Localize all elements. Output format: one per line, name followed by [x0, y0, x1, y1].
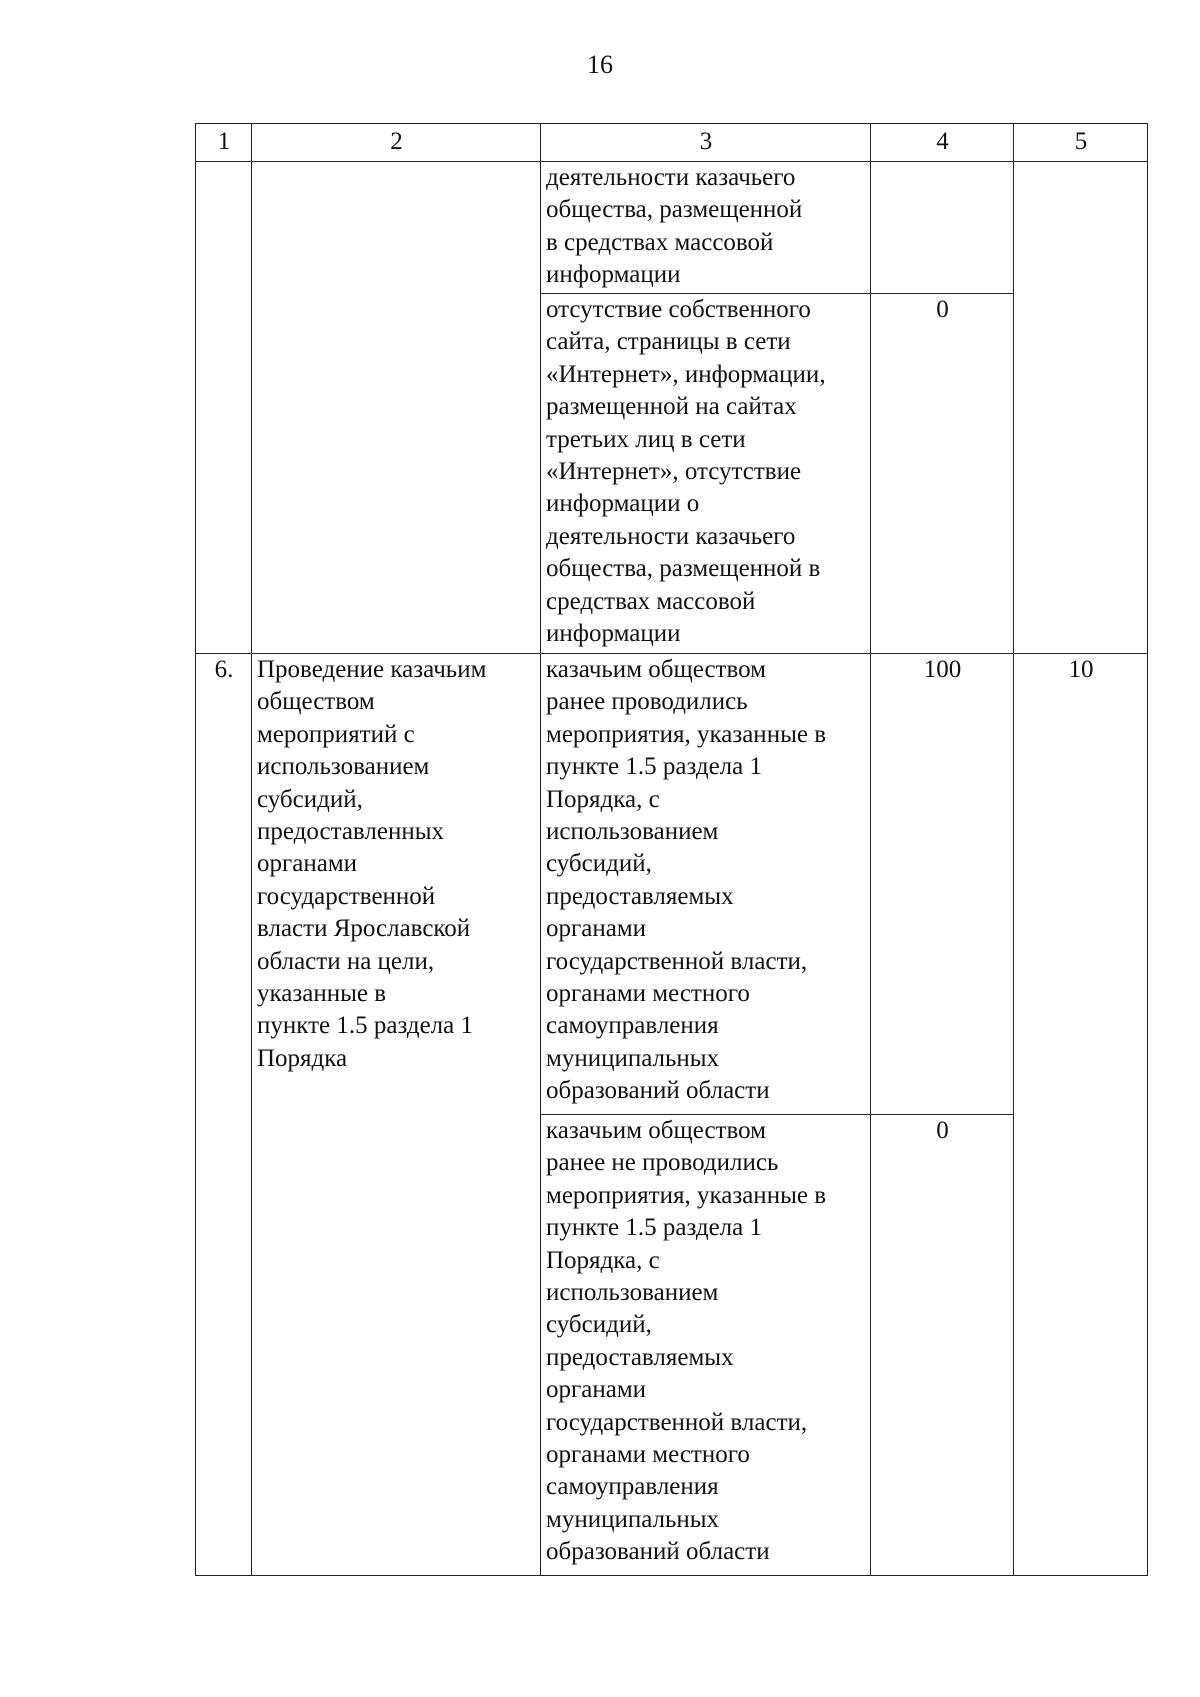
- option-line: общества, размещенной в: [546, 555, 821, 583]
- option-line: органами местного: [546, 980, 750, 1008]
- option-line: ранее не проводились: [546, 1149, 779, 1177]
- option-line: деятельности казачьего: [546, 164, 796, 191]
- option-line: в средствах массовой: [546, 228, 774, 256]
- weight-cell: [1014, 162, 1148, 654]
- criterion-line: государственной: [257, 882, 436, 910]
- option-line: казачьим обществом: [546, 1117, 766, 1144]
- option-line: размещенной на сайтах: [546, 393, 797, 421]
- option-line: субсидий,: [546, 850, 652, 878]
- option-line: средствах массовой: [546, 587, 756, 615]
- option-line: использованием: [546, 1279, 719, 1307]
- score-cell: 0: [871, 1115, 1014, 1576]
- criterion-line: области на цели,: [257, 947, 435, 975]
- option-line: Порядка, с: [546, 1246, 660, 1274]
- table-row: [196, 654, 1148, 1115]
- criterion-cell: [252, 162, 541, 654]
- score-cell: 0: [871, 294, 1014, 654]
- criterion-line: Проведение казачьим: [257, 656, 487, 683]
- header-col-3: 3: [541, 124, 871, 162]
- option-line: общества, размещенной: [546, 196, 803, 224]
- option-line: казачьим обществом: [546, 656, 766, 683]
- criterion-line: указанные в: [257, 980, 387, 1008]
- table-header-row: [196, 124, 1148, 162]
- option-line: самоуправления: [546, 1473, 719, 1501]
- header-col-5: 5: [1014, 124, 1148, 162]
- option-line: предоставляемых: [546, 882, 734, 910]
- criterion-line: власти Ярославской: [257, 915, 471, 943]
- criterion-line: использованием: [257, 753, 430, 781]
- option-line: образований области: [546, 1077, 770, 1105]
- option-line: информации: [546, 620, 681, 648]
- weight-cell: 10: [1014, 654, 1148, 1576]
- option-line: ранее проводились: [546, 688, 748, 716]
- score-cell: 100: [871, 654, 1014, 1115]
- header-col-1: 1: [196, 124, 252, 162]
- option-line: информации: [546, 261, 681, 289]
- option-line: органами местного: [546, 1441, 750, 1469]
- criterion-line: Порядка: [257, 1044, 348, 1072]
- item-number-cell: 6.: [196, 654, 252, 1576]
- option-line: государственной власти,: [546, 947, 808, 975]
- criterion-line: пункте 1.5 раздела 1: [257, 1012, 474, 1040]
- header-col-2: 2: [252, 124, 541, 162]
- option-line: Порядка, с: [546, 785, 660, 813]
- option-line: самоуправления: [546, 1012, 719, 1040]
- table-row: [196, 162, 1148, 294]
- option-line: использованием: [546, 818, 719, 846]
- page-number: 16: [587, 50, 613, 79]
- option-line: муниципальных: [546, 1044, 720, 1072]
- option-line: предоставляемых: [546, 1343, 734, 1371]
- option-line: образований области: [546, 1538, 770, 1566]
- header-col-4: 4: [871, 124, 1014, 162]
- option-line: органами: [546, 1376, 647, 1404]
- option-line: пункте 1.5 раздела 1: [546, 1214, 763, 1242]
- option-text-cell: [541, 654, 871, 1115]
- option-line: органами: [546, 915, 647, 943]
- score-cell: [871, 162, 1014, 294]
- option-text-cell: [541, 294, 871, 654]
- option-line: информации о: [546, 490, 700, 518]
- option-line: «Интернет», отсутствие: [546, 458, 802, 486]
- option-line: третьих лиц в сети: [546, 425, 746, 453]
- option-text-cell: [541, 162, 871, 294]
- option-line: субсидий,: [546, 1311, 652, 1339]
- option-line: муниципальных: [546, 1505, 720, 1533]
- option-text-cell: [541, 1115, 871, 1576]
- option-line: сайта, страницы в сети: [546, 328, 791, 356]
- criteria-table: [195, 123, 1148, 1576]
- criterion-line: субсидий,: [257, 785, 363, 813]
- item-number-cell: [196, 162, 252, 654]
- option-line: мероприятия, указанные в: [546, 720, 827, 748]
- option-line: пункте 1.5 раздела 1: [546, 753, 763, 781]
- option-line: «Интернет», информации,: [546, 360, 826, 388]
- criterion-line: предоставленных: [257, 818, 445, 846]
- criterion-line: обществом: [257, 688, 375, 716]
- option-line: отсутствие собственного: [546, 296, 811, 323]
- criterion-line: органами: [257, 850, 358, 878]
- criterion-cell: [252, 654, 541, 1576]
- option-line: государственной власти,: [546, 1408, 808, 1436]
- option-line: деятельности казачьего: [546, 522, 796, 550]
- criterion-line: мероприятий с: [257, 720, 415, 748]
- option-line: мероприятия, указанные в: [546, 1181, 827, 1209]
